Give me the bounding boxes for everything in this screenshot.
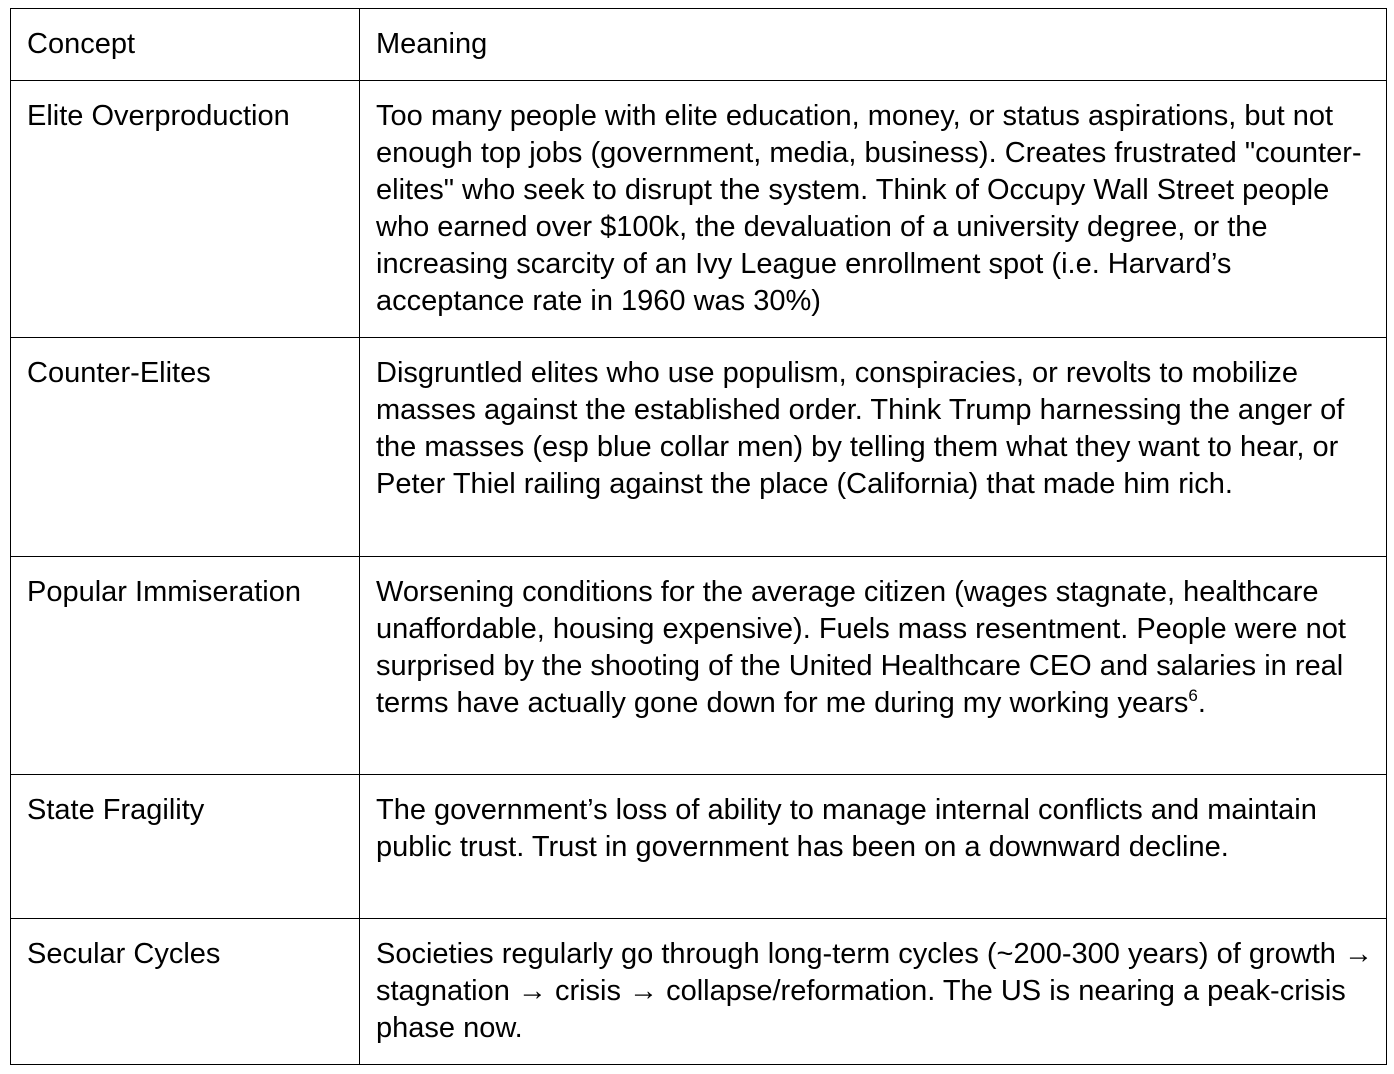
concepts-table: [10, 8, 1387, 1065]
concept-cell: Popular Immiseration: [11, 557, 360, 775]
concept-cell: Counter-Elites: [11, 338, 360, 557]
concept-cell: Elite Overproduction: [11, 81, 360, 338]
table-row: [11, 775, 1387, 919]
meaning-cell: The government’s loss of ability to manage internal conflicts and maintain public trust. Trust in government has been on a downward decline.: [360, 775, 1387, 919]
footnote-marker: 6: [1188, 686, 1198, 705]
meaning-cell: Societies regularly go through long-term cycles (~200-300 years) of growth → stagnation → crisis → collapse/reformation. The US is nearing a peak-crisis phase now.: [360, 919, 1387, 1065]
table-row: [11, 557, 1387, 775]
concept-cell: State Fragility: [11, 775, 360, 919]
meaning-trailing: .: [1197, 687, 1206, 719]
meaning-cell: [360, 557, 1387, 775]
header-concept: Concept: [11, 9, 360, 81]
table-row: [11, 81, 1387, 338]
concept-cell: Secular Cycles: [11, 919, 360, 1065]
table-row: [11, 338, 1387, 557]
header-meaning: Meaning: [360, 9, 1387, 81]
table-header-row: [11, 9, 1387, 81]
meaning-cell: Disgruntled elites who use populism, conspiracies, or revolts to mobilize masses against the established order. Think Trump harnessing the anger of the masses (esp blue collar men) by telling them what they want to hear, or Peter Thiel railing against the place (California) that made him rich.: [360, 338, 1387, 557]
meaning-text: Worsening conditions for the average citizen (wages stagnate, healthcare unaffordable, housing expensive). Fuels mass resentment. People were not surprised by the shooting of the United Healthcare CEO and salaries in real terms have actually gone down for me during my working years: [376, 576, 1346, 719]
table-row: [11, 919, 1387, 1065]
meaning-cell: Too many people with elite education, money, or status aspirations, but not enough top jobs (government, media, business). Creates frustrated "counter-elites" who seek to disrupt the system. Think of Occupy Wall Street people who earned over $100k, the devaluation of a university degree, or the increasing scarcity of an Ivy League enrollment spot (i.e. Harvard’s acceptance rate in 1960 was 30%): [360, 81, 1387, 338]
